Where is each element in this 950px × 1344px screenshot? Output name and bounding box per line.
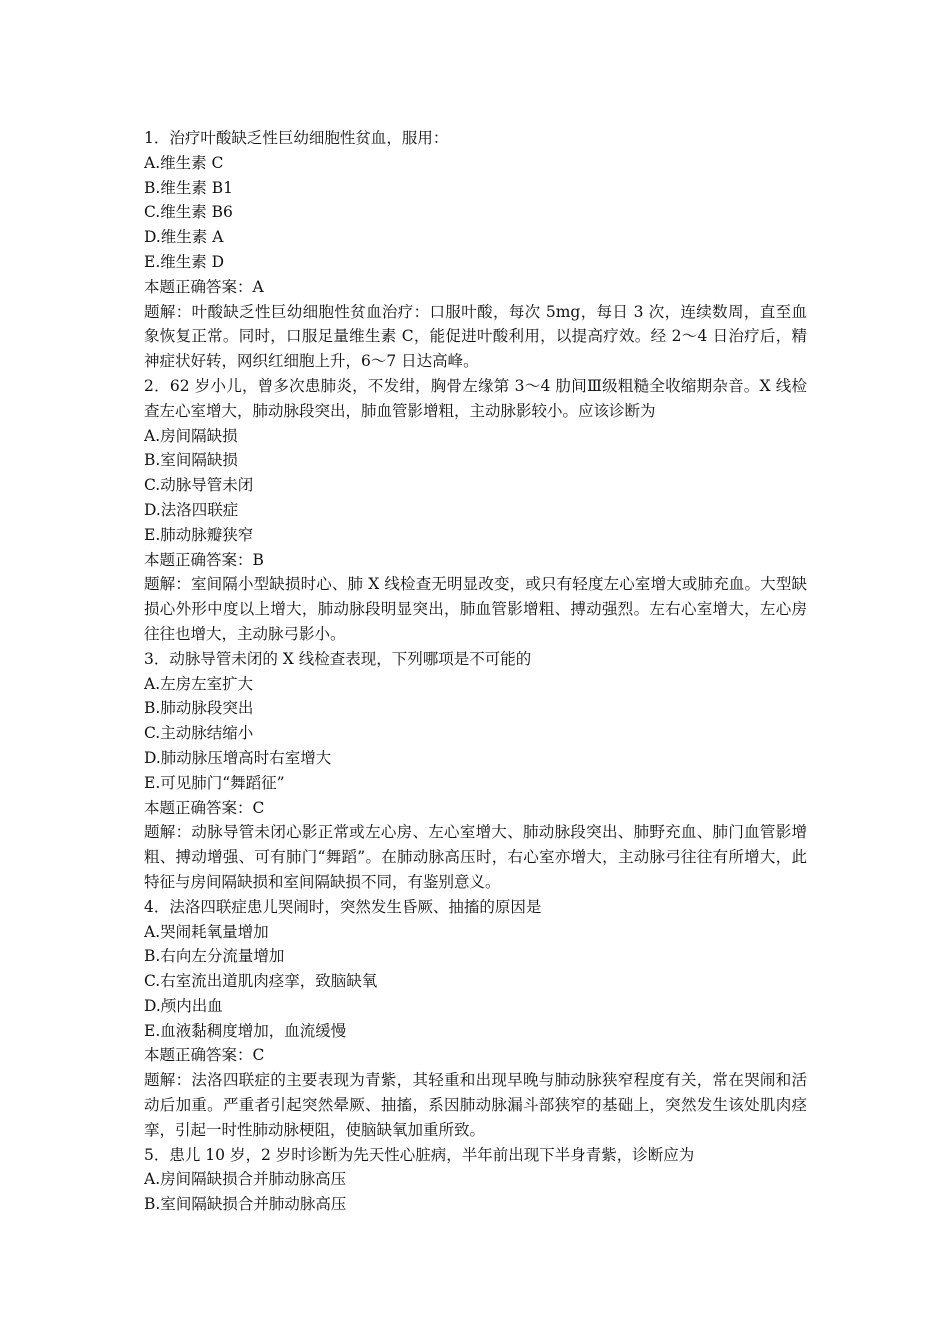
- option-e: E.肺动脉瓣狭窄: [144, 525, 254, 544]
- option-b: B.右向左分流量增加: [144, 947, 285, 966]
- question-3: [144, 647, 807, 895]
- option-c: C.右室流出道肌肉痉挛，致脑缺氧: [144, 972, 378, 991]
- option-e: E.维生素 D: [144, 252, 225, 271]
- option-c: C.维生素 B6: [144, 203, 233, 222]
- option-d: D.维生素 A: [144, 228, 224, 247]
- explanation: 题解：叶酸缺乏性巨幼细胞性贫血治疗：口服叶酸，每次 5mg，每日 3 次，连续数周，直至血象恢复正常。同时，口服足量维生素 C，能促进叶酸利用，以提高疗效。经 2～4 日治疗后，精神症状好转，网织红细胞上升，6～7 日达高峰。: [144, 302, 807, 371]
- question-list: [144, 126, 807, 1217]
- correct-answer: 本题正确答案：B: [144, 550, 264, 569]
- correct-answer: 本题正确答案：C: [144, 1046, 265, 1065]
- explanation: 题解：法洛四联症的主要表现为青紫，其轻重和出现早晚与肺动脉狭窄程度有关，常在哭闹和活动后加重。严重者引起突然晕厥、抽搐，系因肺动脉漏斗部狭窄的基础上，突然发生该处肌肉痉挛，引起一时性肺动脉梗阻，使脑缺氧加重所致。: [144, 1071, 807, 1139]
- option-d: D.肺动脉压增高时右室增大: [144, 748, 332, 767]
- question-1: [144, 126, 807, 374]
- option-a: A.维生素 C: [144, 153, 224, 172]
- option-e: E.可见肺门“舞蹈征”: [144, 773, 285, 792]
- option-c: C.动脉导管未闭: [144, 476, 254, 495]
- option-b: B.室间隔缺损合并肺动脉高压: [144, 1195, 347, 1214]
- question-stem: 5．患儿 10 岁，2 岁时诊断为先天性心脏病，半年前出现下半身青紫，诊断应为: [144, 1145, 695, 1164]
- explanation: 题解：动脉导管未闭心影正常或左心房、左心室增大、肺动脉段突出、肺野充血、肺门血管影增粗、搏动增强、可有肺门“舞蹈”。在肺动脉高压时，右心室亦增大，主动脉弓往往有所增大，此特征与房间隔缺损和室间隔缺损不同，有鉴别意义。: [144, 823, 807, 891]
- option-b: B.肺动脉段突出: [144, 699, 254, 718]
- option-a: A.房间隔缺损: [144, 426, 238, 445]
- correct-answer: 本题正确答案：A: [144, 277, 264, 296]
- option-a: A.哭闹耗氧量增加: [144, 922, 269, 941]
- option-c: C.主动脉结缩小: [144, 724, 254, 743]
- explanation: 题解：室间隔小型缺损时心、肺 X 线检查无明显改变，或只有轻度左心室增大或肺充血。大型缺损心外形中度以上增大，肺动脉段明显突出，肺血管影增粗、搏动强烈。左右心室增大，左心房往往也增大，主动脉弓影小。: [144, 575, 807, 643]
- correct-answer: 本题正确答案：C: [144, 798, 265, 817]
- question-stem: 1．治疗叶酸缺乏性巨幼细胞性贫血，服用：: [144, 129, 449, 147]
- question-stem: 3．动脉导管未闭的 X 线检查表现，下列哪项是不可能的: [144, 649, 532, 668]
- question-stem: 2．62 岁小儿，曾多次患肺炎，不发绀，胸骨左缘第 3～4 肋间Ⅲ级粗糙全收缩期杂音。X 线检查左心室增大，肺动脉段突出，肺血管影增粗，主动脉影较小。应该诊断为: [144, 376, 807, 420]
- question-2: [144, 374, 807, 647]
- option-b: B.维生素 B1: [144, 178, 233, 197]
- option-e: E.血液黏稠度增加，血流缓慢: [144, 1021, 347, 1040]
- option-b: B.室间隔缺损: [144, 451, 238, 470]
- question-stem: 4．法洛四联症患儿哭闹时，突然发生昏厥、抽搐的原因是: [144, 897, 542, 916]
- option-d: D.法洛四联症: [144, 500, 239, 519]
- option-a: A.房间隔缺损合并肺动脉高压: [144, 1170, 347, 1189]
- option-a: A.左房左室扩大: [144, 674, 254, 693]
- question-4: [144, 895, 807, 1143]
- question-5: [144, 1143, 807, 1217]
- option-d: D.颅内出血: [144, 996, 223, 1015]
